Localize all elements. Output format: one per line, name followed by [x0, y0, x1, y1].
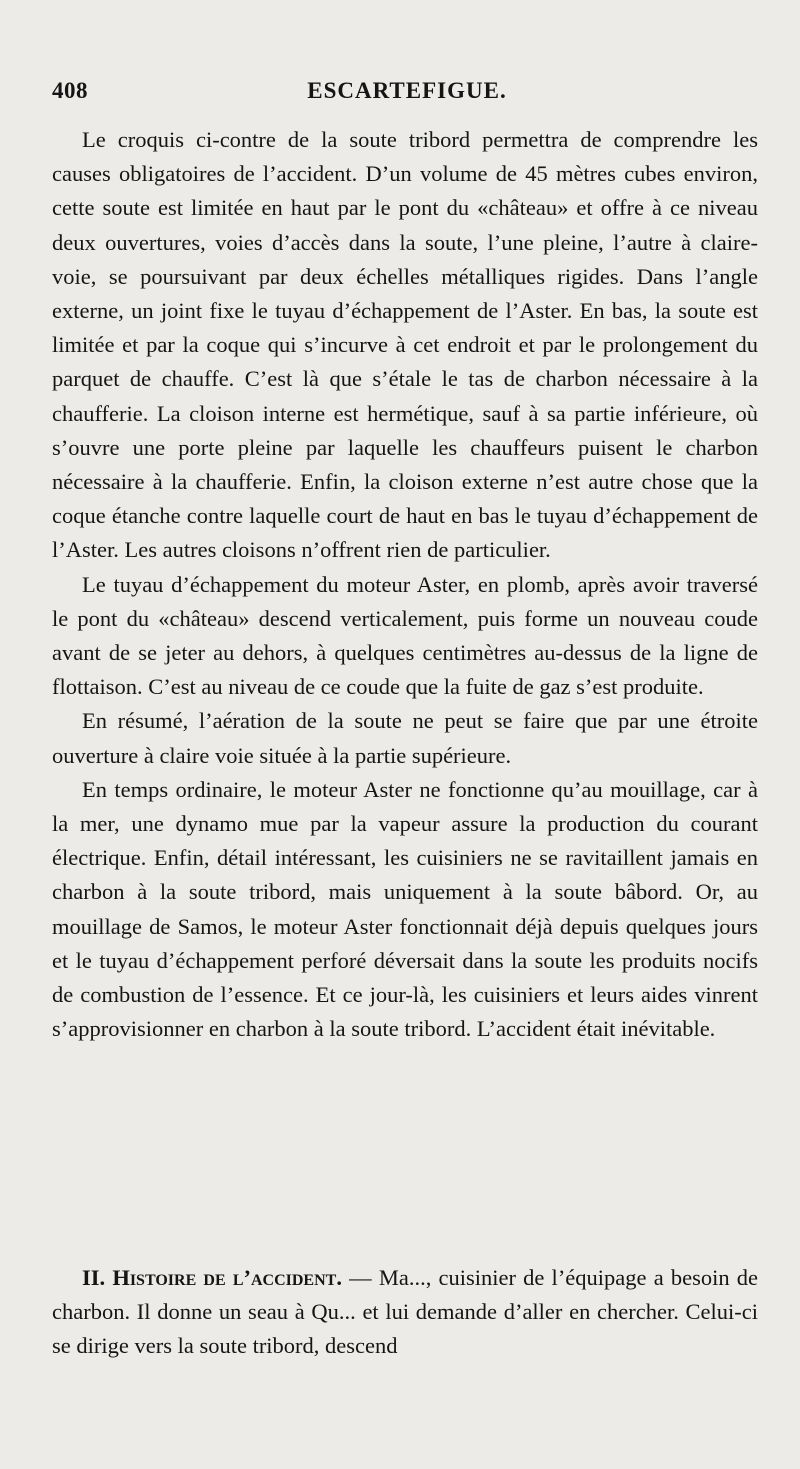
- paragraph-tuyau-echappement: Le tuyau d’échappement du moteur Aster, en plomb, après avoir traversé le pont du «château» descend verticalement, puis forme un nouveau coude avant de se jeter au dehors, à quelques centimètres au-dessus de la ligne de flottaison. C’est au niveau de ce coude que la fuite de gaz s’est produite.: [52, 571, 758, 700]
- section-paragraph: [52, 1261, 758, 1364]
- section-dash: —: [349, 1265, 372, 1290]
- page-number: 408: [52, 78, 88, 103]
- section-histoire: [52, 1261, 758, 1364]
- body-text: [52, 123, 758, 1046]
- running-title: ESCARTEFIGUE.: [307, 78, 507, 103]
- section-numeral: II.: [82, 1265, 106, 1290]
- paragraph-resume: En résumé, l’aération de la soute ne peut se faire que par une étroite ouverture à claire voie située à la partie supérieure.: [52, 708, 758, 768]
- section-heading: Histoire de l’accident.: [112, 1265, 342, 1290]
- page-header: [52, 78, 762, 110]
- section-text: Ma..., cuisinier de l’équipage a besoin de charbon. Il donne un seau à Qu... et lui demande d’aller en chercher. Celui-ci se dirige vers la soute tribord, descend: [52, 1265, 759, 1359]
- paragraph-temps-ordinaire: En temps ordinaire, le moteur Aster ne fonctionne qu’au mouillage, car à la mer, une dynamo mue par la vapeur assure la production du courant électrique. Enfin, détail intéressant, les cuisiniers ne se ravitaillent jamais en charbon à la soute tribord, mais uniquement à la soute bâbord. Or, au mouillage de Samos, le moteur Aster fonctionnait déjà depuis quelques jours et le tuyau d’échappement perforé déversait dans la soute les produits nocifs de combustion de l’essence. Et ce jour-là, les cuisiniers et leurs aides vinrent s’approvisionner en charbon à la soute tribord. L’accident était inévitable.: [52, 776, 758, 1042]
- paragraph-soute-description: Le croquis ci-contre de la soute tribord permettra de comprendre les causes obligatoires de l’accident. D’un volume de 45 mètres cubes environ, cette soute est limitée en haut par le pont du «château» et offre à ce niveau deux ouvertures, voies d’accès dans la soute, l’une pleine, l’autre à claire-voie, se poursuivant par deux échelles métalliques rigides. Dans l’angle externe, un joint fixe le tuyau d’échappement de l’Aster. En bas, la soute est limitée et par la coque qui s’incurve à cet endroit et par le prolongement du parquet de chauffe. C’est là que s’étale le tas de charbon nécessaire à la chaufferie. La cloison interne est hermétique, sauf à sa partie inférieure, où s’ouvre une porte pleine par laquelle les chauffeurs puisent le charbon nécessaire à la chaufferie. Enfin, la cloison externe n’est autre chose que la coque étanche contre laquelle court de haut en bas le tuyau d’échappement de l’Aster. Les autres cloisons n’offrent rien de particulier.: [52, 127, 758, 563]
